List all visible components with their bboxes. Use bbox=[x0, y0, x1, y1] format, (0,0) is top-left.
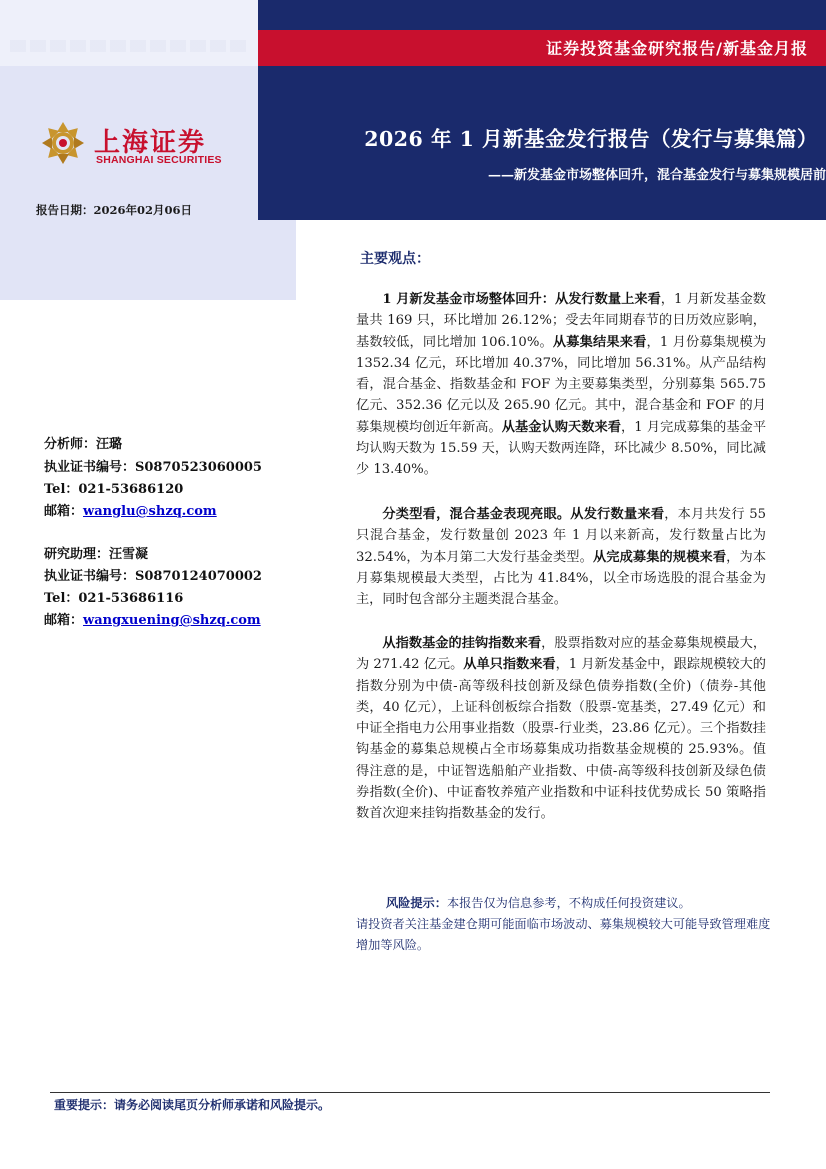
header-navy-top-bar bbox=[258, 0, 826, 30]
left-sidebar-top-band bbox=[0, 0, 258, 66]
body-text: ，1 月新发基金数量共 169 只，环比增加 26.12%；受去年同期春节的日历效应影响，基数较低，同比增加 106.10%。 bbox=[356, 292, 766, 350]
bold-lead: 分类型看，混合基金表现亮眼。从发行数量来看 bbox=[382, 507, 665, 522]
logo-name-en: SHANGHAI SECURITIES bbox=[96, 154, 222, 166]
bold-lead: 从单只指数来看 bbox=[463, 657, 556, 673]
assistant-cert-number: 执业证书编号：S0870124070002 bbox=[44, 569, 262, 584]
body-text: ，为本月募集规模最大类型，占比为 41.84%，以全市场选股的混合基金为主，同时包含部分主题类混合基金。 bbox=[356, 549, 767, 608]
faint-watermark-band bbox=[10, 40, 250, 52]
analyst-name: 分析师：汪璐 bbox=[44, 437, 123, 452]
body-text: ，股票指数对应的基金募集规模最大，为 271.42 亿元。 bbox=[356, 636, 767, 673]
analyst-tel: Tel：021-53686120 bbox=[44, 482, 184, 497]
risk-text-2: 请投资者关注基金建仓期可能面临市场波动、募集规模较大可能导致管理难度增加等风险。 bbox=[356, 917, 771, 952]
assistant-email-row bbox=[44, 609, 261, 628]
analyst-email-link[interactable]: wanglu@shzq.com bbox=[83, 504, 217, 519]
header-category-bar bbox=[258, 30, 826, 66]
key-points-heading: 主要观点： bbox=[360, 251, 430, 267]
assistant-tel: Tel：021-53686116 bbox=[44, 591, 184, 606]
company-logo bbox=[40, 120, 250, 170]
risk-label: 风险提示： bbox=[386, 896, 447, 910]
bold-lead: 从基金认购天数来看 bbox=[501, 419, 621, 435]
bold-lead: 从完成募集的规模来看 bbox=[592, 549, 727, 565]
bold-lead: 从指数基金的挂钩指数来看 bbox=[382, 636, 542, 651]
email-label: 邮箱： bbox=[44, 504, 84, 519]
key-point-paragraph-2 bbox=[356, 504, 766, 610]
body-text: ，1 月新发基金中，跟踪规模较大的指数分别为中债-高等级科技创新及绿色债券指数(全价)（债券-其他类，40 亿元），上证科创板综合指数（股票-宽基类，27.49 亿元）和中证全指电力公用事业指数（股票-行业类，23.86 亿元）。三个指数挂钩基金的募集总规模占全市场募集成功指数基金规模的 25.93%。值得注意的是，中证智选船舶产业指数、中债-高等级科技创新及绿色债券指数(全价)、中证畜牧养殖产业指数和中证科技优势成长 50 策略指数首次迎来挂钩指数基金的发行。 bbox=[356, 657, 766, 822]
report-category: 证券投资基金研究报告/新基金月报 bbox=[546, 39, 808, 58]
report-date: 报告日期：2026年02月06日 bbox=[36, 203, 193, 217]
body-text: ，1 月完成募集的基金平均认购天数为 15.59 天，认购天数两连降，环比减少 8.50%，同比减少 13.40%。 bbox=[356, 419, 767, 478]
assistant-email-link[interactable]: wangxuening@shzq.com bbox=[83, 613, 261, 628]
bold-lead: 从募集结果来看 bbox=[552, 334, 647, 350]
bold-lead: 1 月新发基金市场整体回升：从发行数量上来看 bbox=[382, 292, 661, 307]
key-point-paragraph-3 bbox=[356, 633, 766, 825]
analyst-email-row bbox=[44, 500, 217, 519]
footer-important-note: 重要提示：请务必阅读尾页分析师承诺和风险提示。 bbox=[54, 1098, 331, 1112]
footer-divider bbox=[50, 1092, 770, 1093]
report-title: 2026 年 1 月新基金发行报告（发行与募集篇） bbox=[364, 127, 818, 151]
key-point-paragraph-1 bbox=[356, 289, 766, 481]
assistant-name: 研究助理：汪雪凝 bbox=[44, 547, 149, 562]
risk-warning bbox=[356, 893, 776, 956]
body-text: ，1 月份募集规模为 1352.34 亿元，环比增加 40.37%，同比增加 56.31%。从产品结构看，混合基金、指数基金和 FOF 为主要募集类型，分别募集 565.75 亿元、352.36 亿元以及 265.90 亿元。其中，混合基金和 FOF 的月募集规模均创近年新高。 bbox=[356, 334, 767, 435]
company-emblem-icon bbox=[40, 120, 86, 166]
analyst-cert-number: 执业证书编号：S0870523060005 bbox=[44, 460, 262, 475]
email-label: 邮箱： bbox=[44, 613, 84, 628]
risk-text-1: 本报告仅为信息参考，不构成任何投资建议。 bbox=[446, 896, 691, 910]
body-text: ，本月共发行 55 只混合基金，发行数量创 2023 年 1 月以来新高，发行数量占比为 32.54%，为本月第二大发行基金类型。 bbox=[356, 507, 766, 565]
logo-name-cn: 上海证券 bbox=[94, 128, 207, 158]
report-subtitle: ——新发基金市场整体回升，混合基金发行与募集规模居前 bbox=[487, 168, 826, 183]
